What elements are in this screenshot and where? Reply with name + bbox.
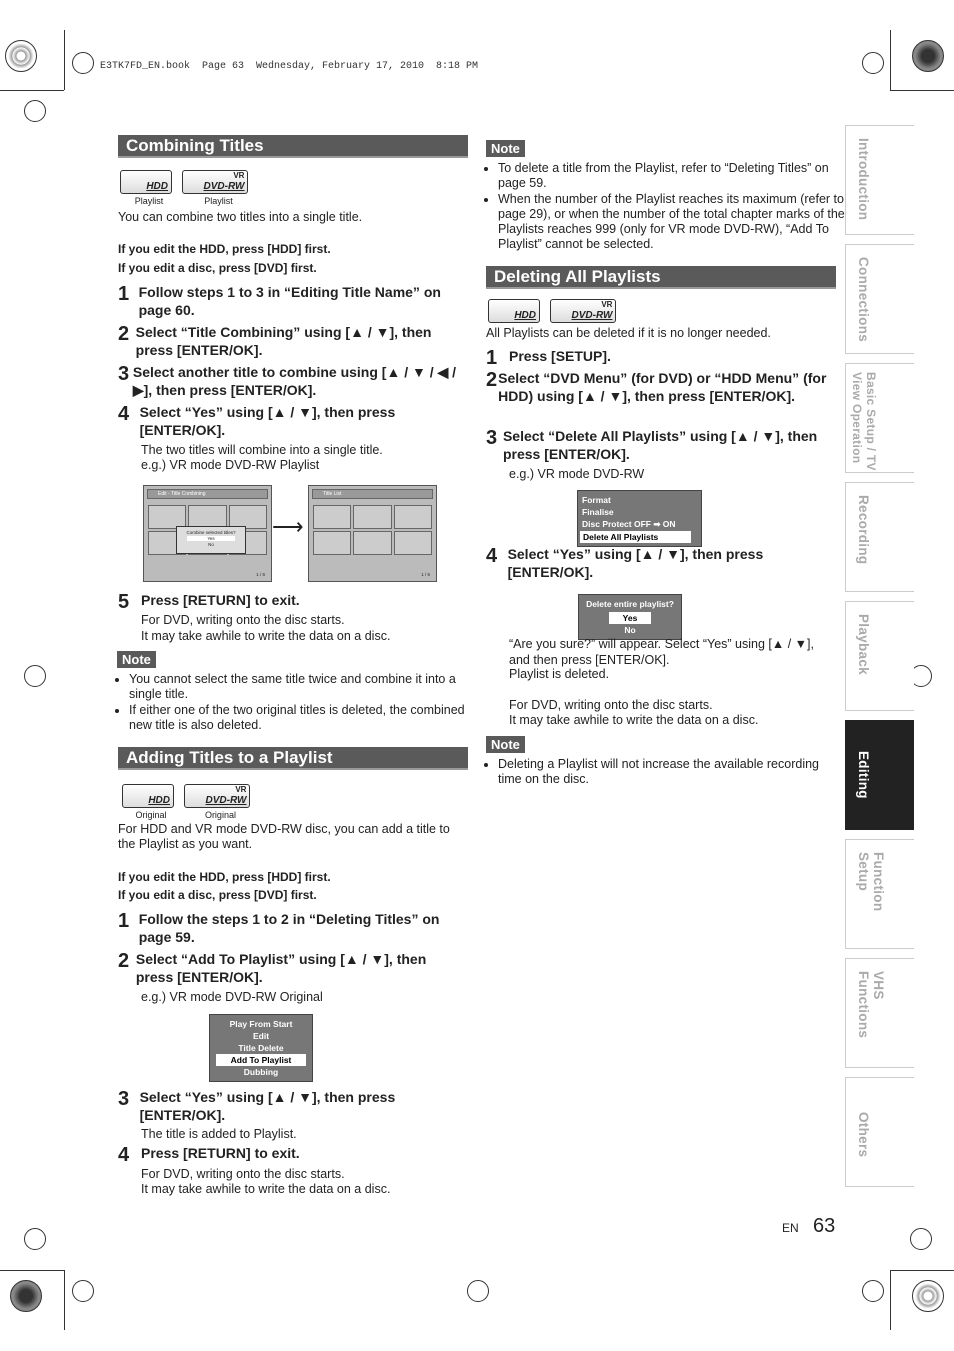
crosshair-icon — [862, 52, 884, 74]
crosshair-icon — [24, 100, 46, 122]
deleting-notes — [486, 757, 843, 788]
registration-mark — [5, 40, 37, 72]
crop-mark — [64, 30, 65, 90]
top-note-2: • When the number of the Playlist reaches its maximum (refer to page 29), or when the number of the total chapter marks of the Playlists reaches 999 (only for VR mode DVD-RW), “Add To Playlist” cannot be selected. — [498, 192, 848, 253]
crosshair-icon — [24, 665, 46, 687]
badge-hdd: HDD — [488, 299, 546, 325]
language-code: EN — [782, 1221, 799, 1235]
crosshair-icon — [910, 1228, 932, 1250]
screen1-title: Edit - Title Combining — [147, 489, 268, 499]
arrow-right-icon: ⟶ — [272, 514, 304, 539]
top-note-1: • To delete a title from the Playlist, refer to “Deleting Titles” on page 59. — [498, 161, 848, 192]
tab-others[interactable]: Others — [845, 1077, 914, 1187]
menu-item: Format — [582, 495, 611, 505]
menu-item: Finalise — [582, 507, 614, 517]
top-note-label: Note — [486, 140, 525, 157]
tab-connections[interactable]: Connections — [845, 244, 914, 354]
crop-mark — [890, 1270, 954, 1271]
deleting-sub2: Playlist is deleted. — [509, 667, 610, 681]
dvd-menu — [577, 490, 702, 547]
crop-mark — [0, 1270, 64, 1271]
top-notes — [486, 161, 848, 253]
dialog-yes: Yes — [609, 612, 651, 624]
deleting-step-4: 4 Select “Yes” using [▲ / ▼], then press [ENTER/OK]. — [486, 545, 764, 580]
badge-hdd: HDD Original — [122, 784, 180, 820]
edit-hdd-hint: If you edit the HDD, press [HDD] first. — [118, 870, 331, 884]
registration-mark — [912, 1280, 944, 1312]
registration-mark — [912, 40, 944, 72]
crop-mark — [64, 1270, 65, 1330]
delete-confirm-dialog — [578, 594, 682, 640]
menu-item: Edit — [252, 1031, 270, 1041]
combining-intro: You can combine two titles into a single title. — [118, 210, 363, 224]
page-number: 63 — [813, 1215, 836, 1237]
adding-step4-sub1: For DVD, writing onto the disc starts. — [141, 1167, 345, 1181]
dialog-no: No — [624, 625, 636, 635]
adding-step3-sub: The title is added to Playlist. — [141, 1127, 297, 1141]
edit-menu — [209, 1014, 313, 1082]
crosshair-icon — [24, 1228, 46, 1250]
adding-step-2: 2 Select “Add To Playlist” using [▲ / ▼], then press [ENTER/OK]. — [118, 950, 427, 985]
tab-playback[interactable]: Playback — [845, 601, 914, 711]
edit-disc-hint: If you edit a disc, press [DVD] first. — [118, 888, 317, 902]
chapter-tabs — [845, 125, 914, 1196]
deleting-note-1: • Deleting a Playlist will not increase the available recording time on the disc. — [498, 757, 843, 788]
deleting-step-1: 1 Press [SETUP]. — [486, 347, 611, 369]
adding-step-1: 1 Follow the steps 1 to 2 in “Deleting Titles” on page 59. — [118, 910, 440, 945]
adding-step2-sub: e.g.) VR mode DVD-RW Original — [141, 990, 323, 1004]
combining-step-3: 3 Select another title to combine using [▲ / ▼ / ◀ / ▶], then press [ENTER/OK]. — [118, 363, 457, 398]
deleting-step3-sub: e.g.) VR mode DVD-RW — [509, 467, 645, 481]
combining-step5-sub1: For DVD, writing onto the disc starts. — [141, 613, 345, 627]
tab-basic-setup[interactable]: Basic Setup / TV View Operation — [845, 363, 914, 473]
combining-step4-sub2: e.g.) VR mode DVD-RW Playlist — [141, 458, 320, 472]
edit-disc-hint: If you edit a disc, press [DVD] first. — [118, 261, 317, 275]
screen1-dialog: Combine selected titles? Yes No — [176, 526, 246, 554]
deleting-step-2: 2 Select “DVD Menu” (for DVD) or “HDD Menu” (for HDD) using [▲ / ▼], then press [ENTER/OK]. — [486, 369, 827, 404]
menu-item: Disc Protect OFF ➡ ON — [582, 519, 676, 529]
menu-item-selected: Delete All Playlists — [580, 531, 691, 543]
combining-step4-sub1: The two titles will combine into a single title. — [141, 443, 383, 457]
crop-mark — [890, 1270, 891, 1330]
tab-introduction[interactable]: Introduction — [845, 125, 914, 235]
crosshair-icon — [467, 1280, 489, 1302]
screen2-thumbnails — [313, 505, 432, 555]
combining-note-label: Note — [117, 651, 156, 668]
screen-title-list: Title List 1 / 6 — [308, 485, 437, 582]
adding-badges — [122, 784, 256, 823]
badge-dvd-rw: VR DVD-RW Playlist — [182, 170, 254, 206]
crop-mark — [0, 90, 64, 91]
deleting-playlists-heading: Deleting All Playlists — [486, 266, 836, 289]
combining-notes — [117, 672, 479, 733]
combining-note-2: • If either one of the two original titles is deleted, the combined new title is also deleted. — [129, 703, 479, 734]
crosshair-icon — [862, 1280, 884, 1302]
menu-item: Title Delete — [238, 1043, 284, 1053]
combining-step-1: 1 Follow steps 1 to 3 in “Editing Title Name” on page 60. — [118, 283, 441, 318]
screen2-title: Title List — [312, 489, 433, 499]
deleting-sub3: For DVD, writing onto the disc starts. — [509, 698, 713, 712]
menu-item: Dubbing — [243, 1067, 279, 1077]
crosshair-icon — [72, 52, 94, 74]
deleting-note-label: Note — [486, 736, 525, 753]
tab-vhs-functions[interactable]: VHS Functions — [845, 958, 914, 1068]
crop-mark — [890, 30, 891, 90]
adding-step4-sub2: It may take awhile to write the data on a disc. — [141, 1182, 391, 1196]
tab-function-setup[interactable]: Function Setup — [845, 839, 914, 949]
adding-titles-heading: Adding Titles to a Playlist — [118, 747, 468, 770]
registration-mark — [10, 1280, 42, 1312]
deleting-intro: All Playlists can be deleted if it is no longer needed. — [486, 326, 771, 340]
adding-step-4: 4 Press [RETURN] to exit. — [118, 1144, 300, 1166]
combining-step-4: 4 Select “Yes” using [▲ / ▼], then press [ENTER/OK]. — [118, 403, 396, 438]
crosshair-icon — [72, 1280, 94, 1302]
deleting-sub1: “Are you sure?” will appear. Select “Yes” using [▲ / ▼], and then press [ENTER/OK]. — [509, 637, 814, 667]
tab-editing[interactable]: Editing — [845, 720, 914, 830]
badge-hdd: HDD Playlist — [120, 170, 178, 206]
dialog-title: Delete entire playlist? — [586, 599, 674, 609]
badge-dvd-rw: VR DVD-RW — [550, 299, 622, 325]
edit-hdd-hint: If you edit the HDD, press [HDD] first. — [118, 242, 331, 256]
deleting-step-3: 3 Select “Delete All Playlists” using [▲ / ▼], then press [ENTER/OK]. — [486, 427, 818, 462]
crop-mark — [890, 90, 954, 91]
badge-dvd-rw: VR DVD-RW Original — [184, 784, 256, 820]
adding-step-3: 3 Select “Yes” using [▲ / ▼], then press [ENTER/OK]. — [118, 1088, 396, 1123]
combining-note-1: • You cannot select the same title twice and combine it into a single title. — [129, 672, 479, 703]
tab-recording[interactable]: Recording — [845, 482, 914, 592]
deleting-sub4: It may take awhile to write the data on a disc. — [509, 713, 759, 727]
combining-titles-heading: Combining Titles — [118, 135, 468, 158]
combining-step5-sub2: It may take awhile to write the data on a disc. — [141, 629, 391, 643]
combining-badges — [120, 170, 254, 209]
deleting-badges — [488, 299, 622, 328]
combining-step-5: 5 Press [RETURN] to exit. — [118, 591, 300, 613]
combining-step-2: 2 Select “Title Combining” using [▲ / ▼], then press [ENTER/OK]. — [118, 323, 432, 358]
print-header: E3TK7FD_EN.book Page 63 Wednesday, February 17, 2010 8:18 PM — [100, 61, 479, 72]
adding-intro: For HDD and VR mode DVD-RW disc, you can add a title to the Playlist as you want. — [118, 822, 450, 851]
menu-item-selected: Add To Playlist — [216, 1054, 306, 1066]
menu-item: Play From Start — [229, 1019, 293, 1029]
screen-title-combining: Edit - Title Combining Combine selected titles? Yes No 1 / 6 — [143, 485, 272, 582]
